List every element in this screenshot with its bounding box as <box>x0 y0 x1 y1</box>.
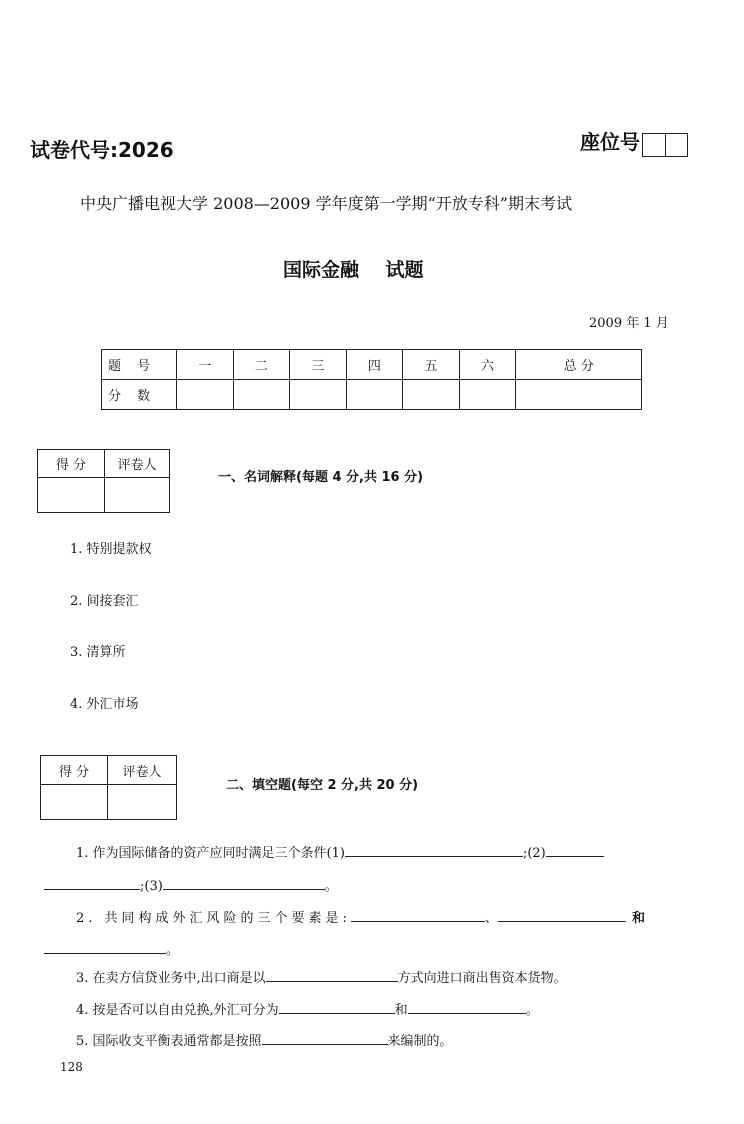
question-text: 1. 作为国际储备的资产应同时满足三个条件(1) <box>76 846 345 861</box>
section1-title: 一、名词解释(每题 4 分,共 16 分) <box>218 470 424 485</box>
score-table-cell: 总 分 <box>516 350 642 380</box>
grader-box-1 <box>37 449 170 513</box>
score-input-cell[interactable] <box>346 380 403 410</box>
question-text: ;(3) <box>140 879 163 894</box>
term-item: 4. 外汇市场 <box>70 697 139 712</box>
score-table-cell: 六 <box>459 350 516 380</box>
score-input-cell[interactable] <box>177 380 234 410</box>
grader-score-cell[interactable] <box>38 478 105 513</box>
grader-reviewer-label: 评卷人 <box>105 450 170 478</box>
exam-subject: 国际金融 试题 <box>283 259 424 281</box>
answer-blank[interactable] <box>266 967 398 982</box>
answer-blank[interactable] <box>546 842 604 857</box>
score-table-header-row <box>102 350 642 380</box>
answer-blank[interactable] <box>345 842 523 857</box>
question-text: 。 <box>324 879 338 894</box>
question-text: 4. 按是否可以自由兑换,外汇可分为 <box>76 1003 279 1018</box>
answer-blank[interactable] <box>163 875 325 890</box>
question-text: 5. 国际收支平衡表通常都是按照 <box>76 1034 262 1049</box>
seat-box[interactable] <box>642 133 688 157</box>
grader-reviewer-label: 评卷人 <box>108 756 177 785</box>
fill-question-3 <box>76 967 567 986</box>
score-input-cell[interactable] <box>403 380 460 410</box>
exam-date: 2009 年 1 月 <box>589 316 669 331</box>
answer-blank[interactable] <box>262 1030 388 1045</box>
grader-score-label: 得 分 <box>38 450 105 478</box>
score-input-cell[interactable] <box>233 380 290 410</box>
grader-box-2 <box>40 755 177 820</box>
fill-question-4 <box>76 999 539 1018</box>
score-table-cell: 二 <box>233 350 290 380</box>
score-input-cell[interactable] <box>516 380 642 410</box>
paper-code: 试卷代号:2026 <box>30 138 174 162</box>
score-table-cell: 一 <box>177 350 234 380</box>
seat-number <box>580 126 688 157</box>
score-table-cell: 四 <box>346 350 403 380</box>
section2-title: 二、填空题(每空 2 分,共 20 分) <box>226 778 419 793</box>
page-number: 128 <box>60 1060 83 1074</box>
score-table-cell: 题 号 <box>102 350 177 380</box>
fill-question-1-cont <box>44 875 338 894</box>
seat-label: 座位号 <box>580 130 640 154</box>
question-text: 方式向进口商出售资本货物。 <box>397 971 567 986</box>
score-table-cell: 分 数 <box>102 380 177 410</box>
answer-blank[interactable] <box>279 999 395 1014</box>
score-table-score-row <box>102 380 642 410</box>
question-text: ;(2) <box>522 846 546 861</box>
exam-line: 中央广播电视大学 2008—2009 学年度第一学期“开放专科”期末考试 <box>80 194 572 213</box>
score-table <box>101 349 642 410</box>
answer-blank[interactable] <box>498 907 626 922</box>
question-text: 。 <box>166 943 180 958</box>
score-input-cell[interactable] <box>459 380 516 410</box>
answer-blank[interactable] <box>44 875 140 890</box>
question-text: 来编制的。 <box>387 1034 453 1049</box>
question-text: 、 <box>484 911 498 926</box>
score-table-cell: 三 <box>290 350 347 380</box>
fill-question-5 <box>76 1030 453 1049</box>
term-item: 3. 清算所 <box>70 645 126 660</box>
question-text: 和 <box>631 911 645 926</box>
grader-score-cell[interactable] <box>41 785 108 820</box>
fill-question-2 <box>76 907 645 926</box>
question-text: 和 <box>394 1003 408 1018</box>
answer-blank[interactable] <box>44 939 166 954</box>
question-text: 。 <box>525 1003 539 1018</box>
grader-reviewer-cell[interactable] <box>105 478 170 513</box>
term-item: 2. 间接套汇 <box>70 594 139 609</box>
fill-question-1 <box>76 842 604 861</box>
answer-blank[interactable] <box>351 907 485 922</box>
grader-score-label: 得 分 <box>41 756 108 785</box>
score-input-cell[interactable] <box>290 380 347 410</box>
term-item: 1. 特别提款权 <box>70 542 152 557</box>
score-table-cell: 五 <box>403 350 460 380</box>
grader-reviewer-cell[interactable] <box>108 785 177 820</box>
question-text: 2. 共同构成外汇风险的三个要素是: <box>76 911 351 926</box>
question-text: 3. 在卖方信贷业务中,出口商是以 <box>76 971 266 986</box>
answer-blank[interactable] <box>408 999 526 1014</box>
fill-question-2-cont <box>44 939 179 958</box>
